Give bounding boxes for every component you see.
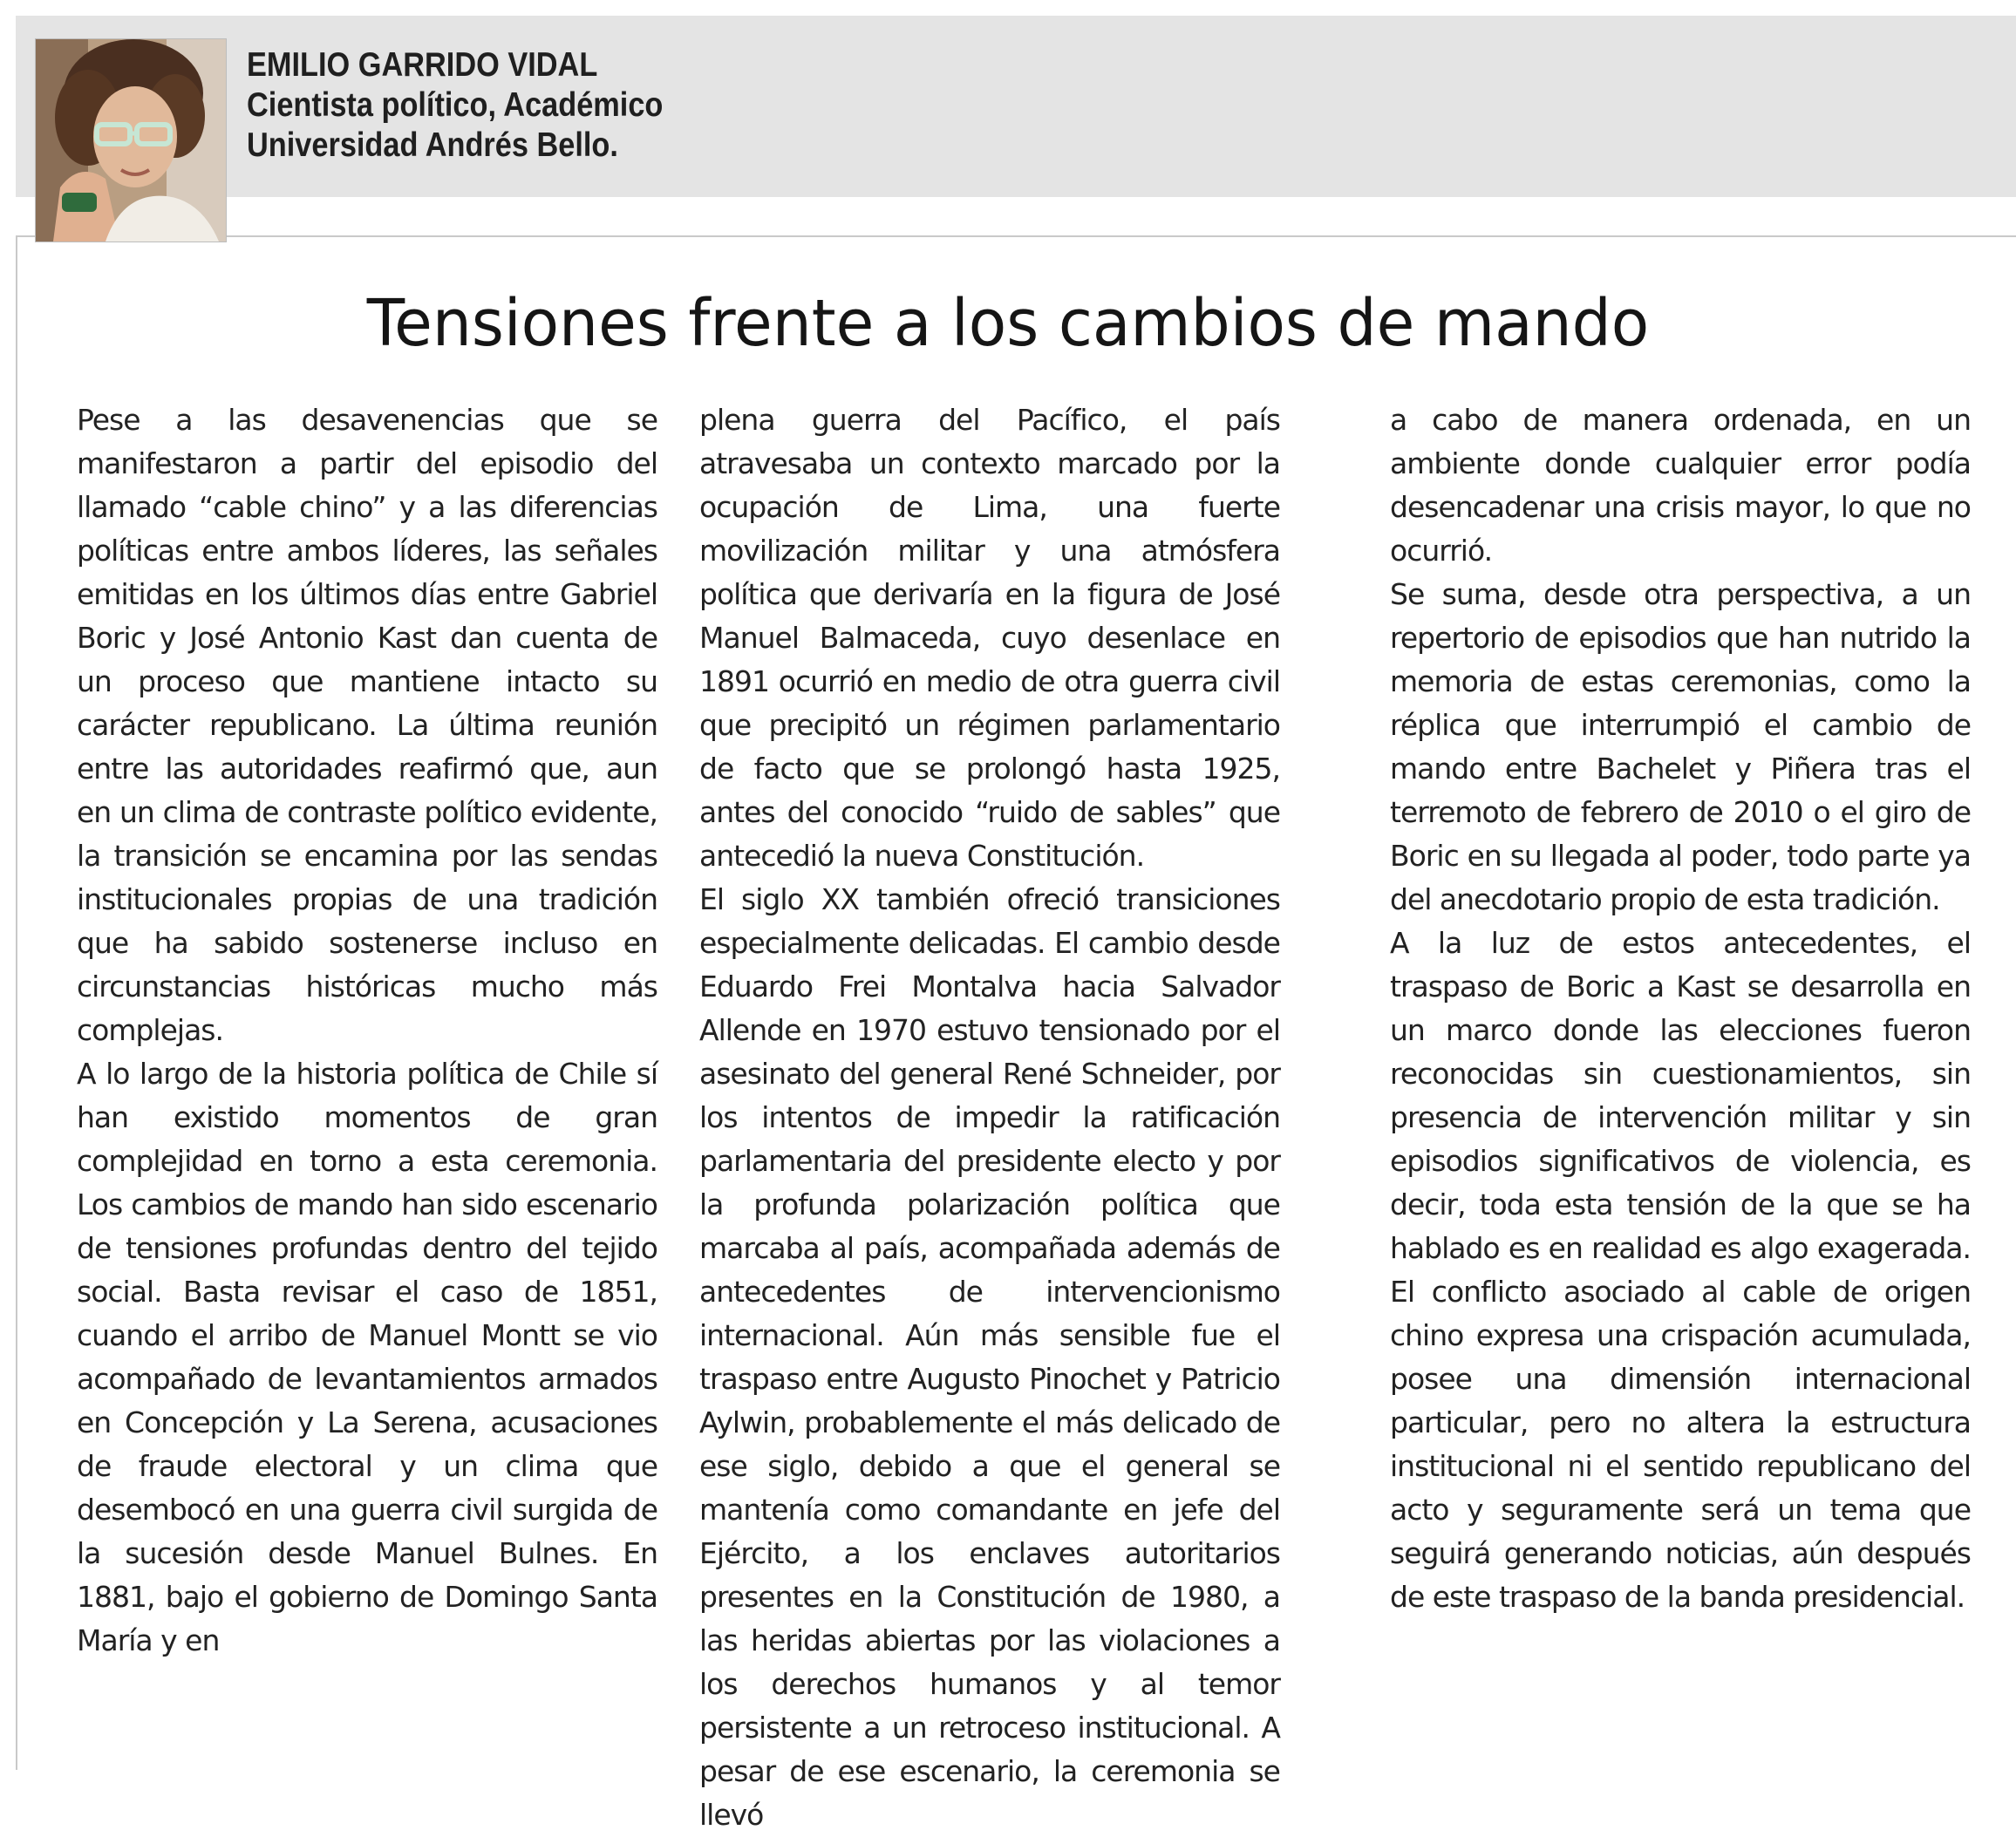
article-column-3 xyxy=(1390,398,1971,1619)
paragraph: Pese a las desavenencias que se manifestaron a partir del episodio del llamado “cable chino” y a las diferencias políticas entre ambos líderes, las señales emitidas en los últimos días entre Gabriel Boric y José Antonio Kast dan cuenta de un proceso que mantiene intacto su carácter republicano. La última reunión entre las autoridades reafirmó que, aun en un clima de contraste político evidente, la transición se encamina por las sendas institucionales propias de una tradición que ha sabido sostenerse incluso en circunstancias históricas mucho más complejas. xyxy=(77,403,657,1047)
author-photo xyxy=(35,38,227,242)
author-role: Cientista político, Académico xyxy=(247,86,664,124)
article-body xyxy=(77,398,1971,1832)
article-column-1 xyxy=(77,398,657,1663)
author-info xyxy=(247,45,663,166)
paragraph: Se suma, desde otra perspectiva, a un repertorio de episodios que han nutrido la memoria de estas ceremonias, como la réplica que interrumpió el cambio de mando entre Bachelet y Piñera tras el terremoto de febrero de 2010 o el giro de Boric en su llegada al poder, todo parte ya del anecdotario propio de esta tradición. xyxy=(1390,577,1971,916)
author-name: EMILIO GARRIDO VIDAL xyxy=(247,46,598,84)
paragraph: A lo largo de la historia política de Chile sí han existido momentos de gran complejidad en torno a esta ceremonia. Los cambios de mando han sido escenario de tensiones profundas dentro del tejido social. Basta revisar el caso de 1851, cuando el arribo de Manuel Montt se vio acompañado de levantamientos armados en Concepción y La Serena, acusaciones de fraude electoral y un clima que desembocó en una guerra civil surgida de la sucesión desde Manuel Bulnes. En 1881, bajo el gobierno de Domingo Santa María y en xyxy=(77,1057,657,1657)
paragraph: a cabo de manera ordenada, en un ambiente donde cualquier error podía desencadenar una crisis mayor, lo que no ocurrió. xyxy=(1390,403,1971,568)
article-title: Tensiones frente a los cambios de mando xyxy=(366,286,1650,361)
article-column-2 xyxy=(699,398,1280,1837)
author-portrait-image xyxy=(36,39,226,242)
paragraph: A la luz de estos antecedentes, el traspaso de Boric a Kast se desarrolla en un marco donde las elecciones fueron reconocidas sin cuestionamientos, sin presencia de intervención militar y sin episodios significativos de violencia, es decir, toda esta tensión de la que se ha hablado es en realidad es algo exagerada. El conflicto asociado al cable de origen chino expresa una crispación acumulada, posee una dimensión internacional particular, pero no altera la estructura institucional ni el sentido republicano del acto y seguramente será un tema que seguirá generando noticias, aún después de este traspaso de la banda presidencial. xyxy=(1390,926,1971,1614)
author-institution: Universidad Andrés Bello. xyxy=(247,126,618,164)
paragraph: plena guerra del Pacífico, el país atravesaba un contexto marcado por la ocupación de Lima, una fuerte movilización militar y una atmósfera política que derivaría en la figura de José Manuel Balmaceda, cuyo desenlace en 1891 ocurrió en medio de otra guerra civil que precipitó un régimen parlamentario de facto que se prolongó hasta 1925, antes del conocido “ruido de sables” que antecedió la nueva Constitución. xyxy=(699,403,1280,873)
paragraph: El siglo XX también ofreció transiciones especialmente delicadas. El cambio desde Eduardo Frei Montalva hacia Salvador Allende en 1970 estuvo tensionado por el asesinato del general René Schneider, por los intentos de impedir la ratificación parlamentaria del presidente electo y por la profunda polarización política que marcaba al país, acompañada además de antecedentes de intervencionismo internacional. Aún más sensible fue el traspaso entre Augusto Pinochet y Patricio Aylwin, probablemente el más delicado de ese siglo, debido a que el general se mantenía como comandante en jefe del Ejército, a los enclaves autoritarios presentes en la Constitución de 1980, a las heridas abiertas por las violaciones a los derechos humanos y al temor persistente a un retroceso institucional. A pesar de ese escenario, la ceremonia se llevó xyxy=(699,882,1280,1832)
